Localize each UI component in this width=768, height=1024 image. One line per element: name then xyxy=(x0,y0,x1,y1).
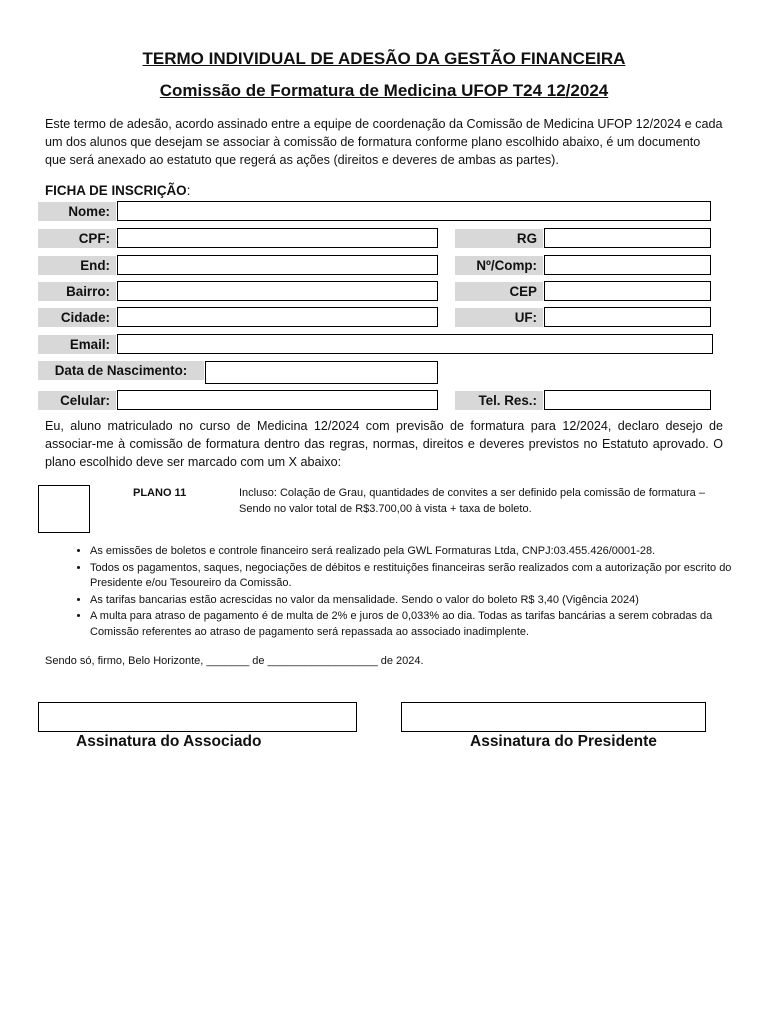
list-item: • As tarifas bancarias estão acrescidas no valor da mensalidade. Sendo o valor do boleto R$ 3,40 (Vigência 2024) xyxy=(90,593,748,609)
uf-label: UF: xyxy=(455,308,543,327)
end-field[interactable] xyxy=(117,255,438,275)
end-label: End: xyxy=(38,256,116,275)
associado-signature-field[interactable] xyxy=(38,702,357,732)
plan-description: Incluso: Colação de Grau, quantidades de convites a ser definido pela comissão de formatura – Sendo no valor total de R$3.700,00 à vista + taxa de boleto. xyxy=(239,487,705,515)
plan-checkbox[interactable] xyxy=(38,485,90,533)
cidade-field[interactable] xyxy=(117,307,438,327)
document-title: TERMO INDIVIDUAL DE ADESÃO DA GESTÃO FINANCEIRA xyxy=(142,49,626,68)
cep-field[interactable] xyxy=(544,281,711,301)
nascimento-label: Data de Nascimento: xyxy=(38,361,204,380)
presidente-signature-field[interactable] xyxy=(401,702,706,732)
telres-field[interactable] xyxy=(544,390,711,410)
presidente-signature-label: Assinatura do Presidente xyxy=(470,733,657,750)
celular-label: Celular: xyxy=(38,391,116,410)
nascimento-field[interactable] xyxy=(205,361,438,384)
form-heading: FICHA DE INSCRIÇÃO: xyxy=(45,183,191,198)
closing-line: Sendo só, firmo, Belo Horizonte, _______ de __________________ de 2024. xyxy=(45,655,424,667)
list-item: • As emissões de boletos e controle financeiro será realizado pela GWL Formaturas Ltda, CNPJ:03.455.426/0001-28. xyxy=(90,544,748,560)
declaration-paragraph: Eu, aluno matriculado no curso de Medicina 12/2024 com previsão de formatura para 12/2024, declaro desejo de associar-me à comissão de formatura dentro das regras, normas, direitos e deveres previstos no Estatuto aprovado. O plano escolhido deve ser marcado com um X abaixo: xyxy=(45,419,723,469)
rules-list xyxy=(66,544,748,641)
rg-field[interactable] xyxy=(544,228,711,248)
plan-name: PLANO 11 xyxy=(133,487,187,499)
cep-label: CEP xyxy=(455,282,543,301)
numcomp-field[interactable] xyxy=(544,255,711,275)
telres-label: Tel. Res.: xyxy=(455,391,543,410)
document-subtitle: Comissão de Formatura de Medicina UFOP T24 12/2024 xyxy=(159,81,609,100)
bairro-label: Bairro: xyxy=(38,282,116,301)
list-item: • Todos os pagamentos, saques, negociações de débitos e restituições financeiras serão realizados com a autorização por escrito do Presidente e/ou Tesoureiro da Comissão. xyxy=(90,561,748,592)
nome-field[interactable] xyxy=(117,201,711,221)
rg-label: RG xyxy=(455,229,543,248)
intro-paragraph: Este termo de adesão, acordo assinado entre a equipe de coordenação da Comissão de Medicina UFOP 12/2024 e cada um dos alunos que desejam se associar à comissão de formatura conforme plano escolhido abaixo, é um documento que será anexado ao estatuto que regerá as ações (direitos e deveres de ambas as partes). xyxy=(45,117,723,167)
cpf-label: CPF: xyxy=(38,229,116,248)
email-field[interactable] xyxy=(117,334,713,354)
nome-label: Nome: xyxy=(38,202,116,221)
cpf-field[interactable] xyxy=(117,228,438,248)
associado-signature-label: Assinatura do Associado xyxy=(76,733,262,750)
cidade-label: Cidade: xyxy=(38,308,116,327)
bairro-field[interactable] xyxy=(117,281,438,301)
uf-field[interactable] xyxy=(544,307,711,327)
celular-field[interactable] xyxy=(117,390,438,410)
list-item: • A multa para atraso de pagamento é de multa de 2% e juros de 0,033% ao dia. Todas as tarifas bancárias a serem cobradas da Comissão referentes ao atraso de pagamento será repassada ao associado inadimplente. xyxy=(90,609,748,640)
numcomp-label: Nº/Comp: xyxy=(455,256,543,275)
email-label: Email: xyxy=(38,335,116,354)
